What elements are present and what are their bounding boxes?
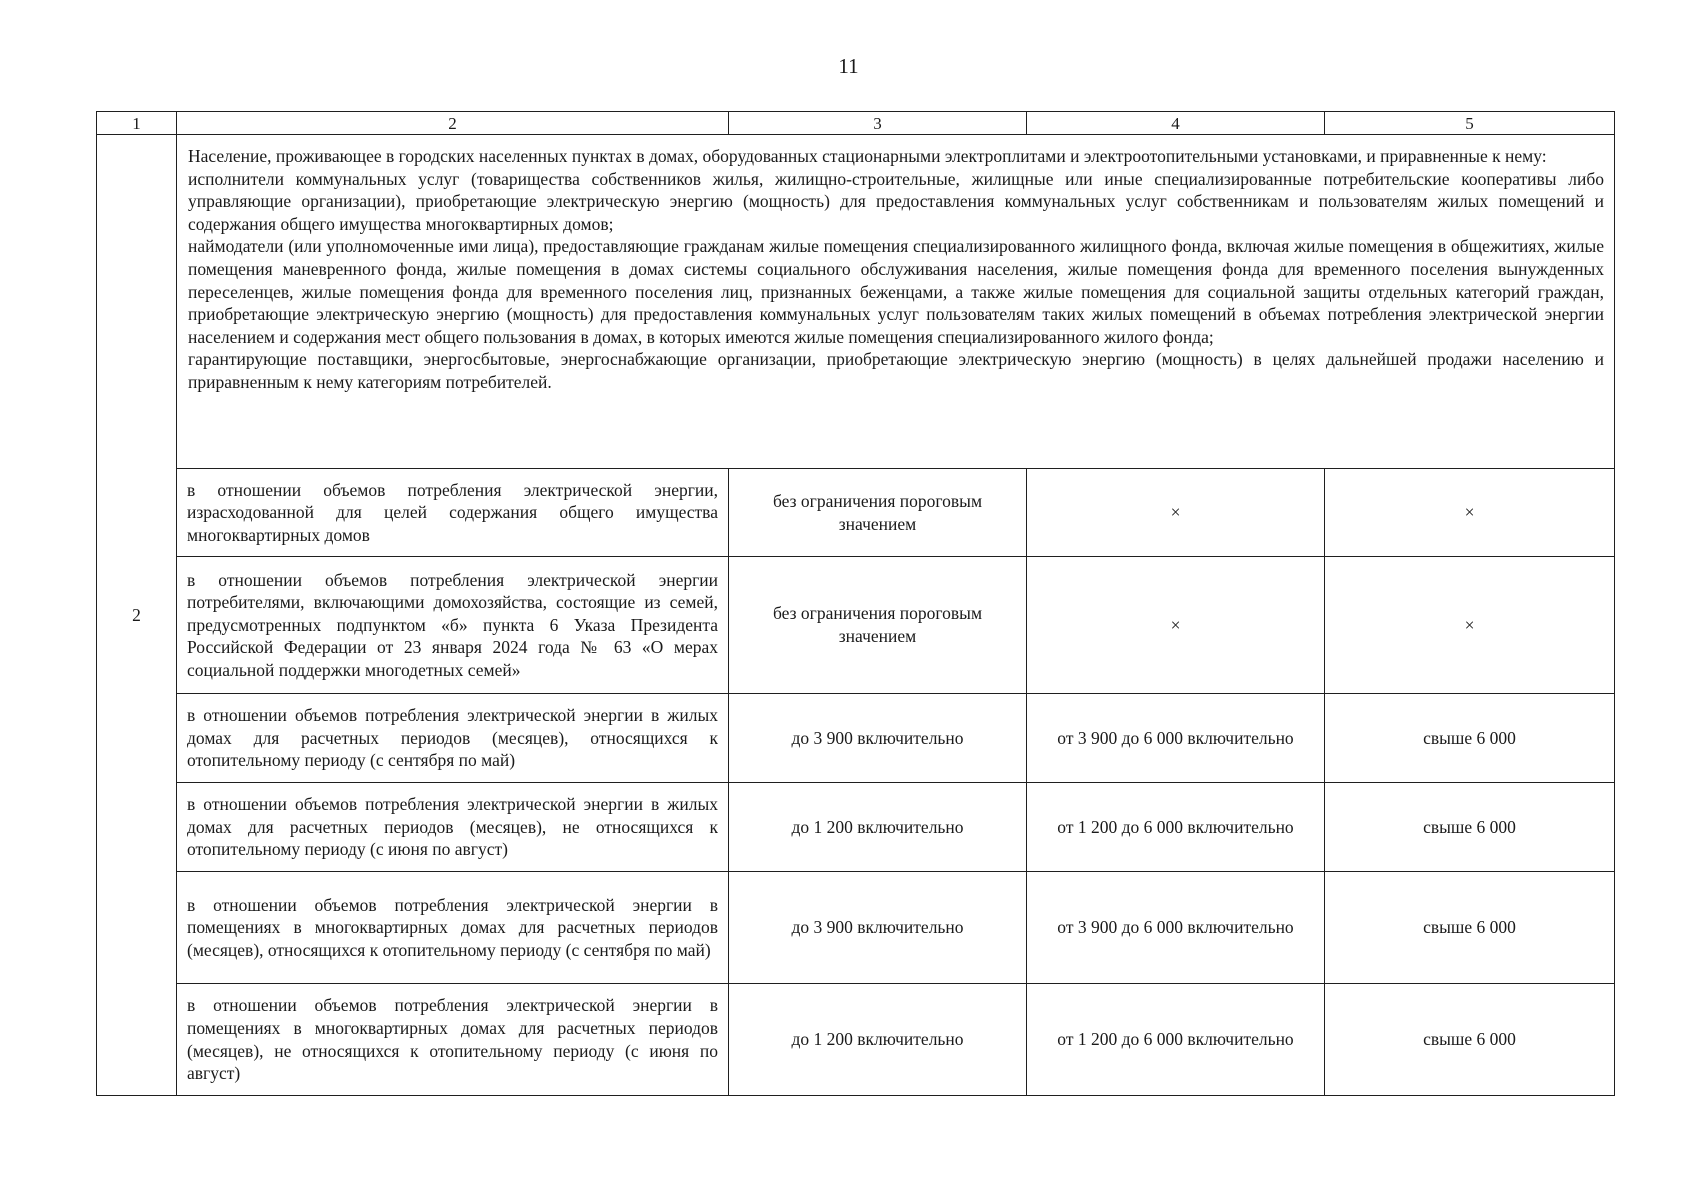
threshold-low: до 1 200 включительно — [729, 783, 1027, 872]
table-row — [97, 694, 1615, 783]
intro-paragraph: наймодатели (или уполномоченные ими лица), предоставляющие гражданам жилые помещения специализированного жилищного фонда, включая жилые помещения в общежитиях, жилые помещения маневренного фонда, жилые помещения в домах системы социального обслуживания населения, жилые помещения фонда для временного поселения вынужденных переселенцев, жилые помещения фонда для временного поселения лиц, признанных беженцами, а также жилые помещения для социальной защиты отдельных категорий граждан, приобретающие электрическую энергию (мощность) для предоставления коммунальных услуг пользователям таких жилых помещений в объемах потребления электрической энергии населением и содержания мест общего пользования в домах, в которых имеются жилые помещения специализированного жилого фонда; — [188, 236, 1604, 347]
page-number: 11 — [838, 54, 859, 78]
threshold-low: без ограничения пороговым значением — [729, 557, 1027, 694]
threshold-mid: от 1 200 до 6 000 включительно — [1027, 783, 1325, 872]
row-description: в отношении объемов потребления электрической энергии в жилых домах для расчетных периодов (месяцев), не относящихся к отопительному периоду (с июня по август) — [177, 783, 729, 872]
threshold-mid: от 3 900 до 6 000 включительно — [1027, 694, 1325, 783]
intro-paragraph: исполнители коммунальных услуг (товарищества собственников жилья, жилищно-строительные, жилищные или иные специализированные потребительские кооперативы либо управляющие организации), приобретающие электрическую энергию (мощность) для предоставления коммунальных услуг собственникам и пользователям жилых помещений и содержания общего имущества многоквартирных домов; — [188, 168, 1604, 234]
row-description: в отношении объемов потребления электрической энергии в жилых домах для расчетных периодов (месяцев), относящихся к отопительному периоду (с сентября по май) — [177, 694, 729, 783]
threshold-low: без ограничения пороговым значением — [729, 469, 1027, 557]
table-row — [97, 872, 1615, 984]
header-cell: 4 — [1027, 112, 1325, 135]
threshold-high: свыше 6 000 — [1325, 694, 1615, 783]
threshold-high: свыше 6 000 — [1325, 984, 1615, 1096]
intro-row — [97, 135, 1615, 469]
header-cell: 3 — [729, 112, 1027, 135]
threshold-mid: × — [1027, 557, 1325, 694]
threshold-high: свыше 6 000 — [1325, 872, 1615, 984]
table-row — [97, 984, 1615, 1096]
threshold-mid: от 3 900 до 6 000 включительно — [1027, 872, 1325, 984]
row-number: 2 — [97, 135, 177, 1096]
tariff-table — [96, 111, 1615, 1096]
table-row — [97, 783, 1615, 872]
row-description: в отношении объемов потребления электрической энергии, израсходованной для целей содержания общего имущества многоквартирных домов — [177, 469, 729, 557]
threshold-mid: × — [1027, 469, 1325, 557]
intro-paragraph: Население, проживающее в городских населенных пунктах в домах, оборудованных стационарными электроплитами и электроотопительными установками, и приравненные к нему: — [188, 146, 1547, 166]
table-row — [97, 469, 1615, 557]
threshold-low: до 1 200 включительно — [729, 984, 1027, 1096]
header-cell: 1 — [97, 112, 177, 135]
header-row — [97, 112, 1615, 135]
threshold-high: × — [1325, 557, 1615, 694]
row-description: в отношении объемов потребления электрической энергии в помещениях в многоквартирных домах для расчетных периодов (месяцев), не относящихся к отопительному периоду (с июня по август) — [177, 984, 729, 1096]
threshold-low: до 3 900 включительно — [729, 694, 1027, 783]
row-description: в отношении объемов потребления электрической энергии в помещениях в многоквартирных домах для расчетных периодов (месяцев), относящихся к отопительному периоду (с сентября по май) — [177, 872, 729, 984]
header-cell: 5 — [1325, 112, 1615, 135]
row-description: в отношении объемов потребления электрической энергии потребителями, включающими домохозяйства, состоящие из семей, предусмотренных подпунктом «б» пункта 6 Указа Президента Российской Федерации от 23 января 2024 года № 63 «О мерах социальной поддержки многодетных семей» — [177, 557, 729, 694]
table-row — [97, 557, 1615, 694]
intro-cell — [177, 135, 1615, 469]
threshold-high: × — [1325, 469, 1615, 557]
threshold-low: до 3 900 включительно — [729, 872, 1027, 984]
intro-paragraph: гарантирующие поставщики, энергосбытовые, энергоснабжающие организации, приобретающие электрическую энергию (мощность) в целях дальнейшей продажи населению и приравненным к нему категориям потребителей. — [188, 349, 1604, 392]
threshold-mid: от 1 200 до 6 000 включительно — [1027, 984, 1325, 1096]
threshold-high: свыше 6 000 — [1325, 783, 1615, 872]
header-cell: 2 — [177, 112, 729, 135]
